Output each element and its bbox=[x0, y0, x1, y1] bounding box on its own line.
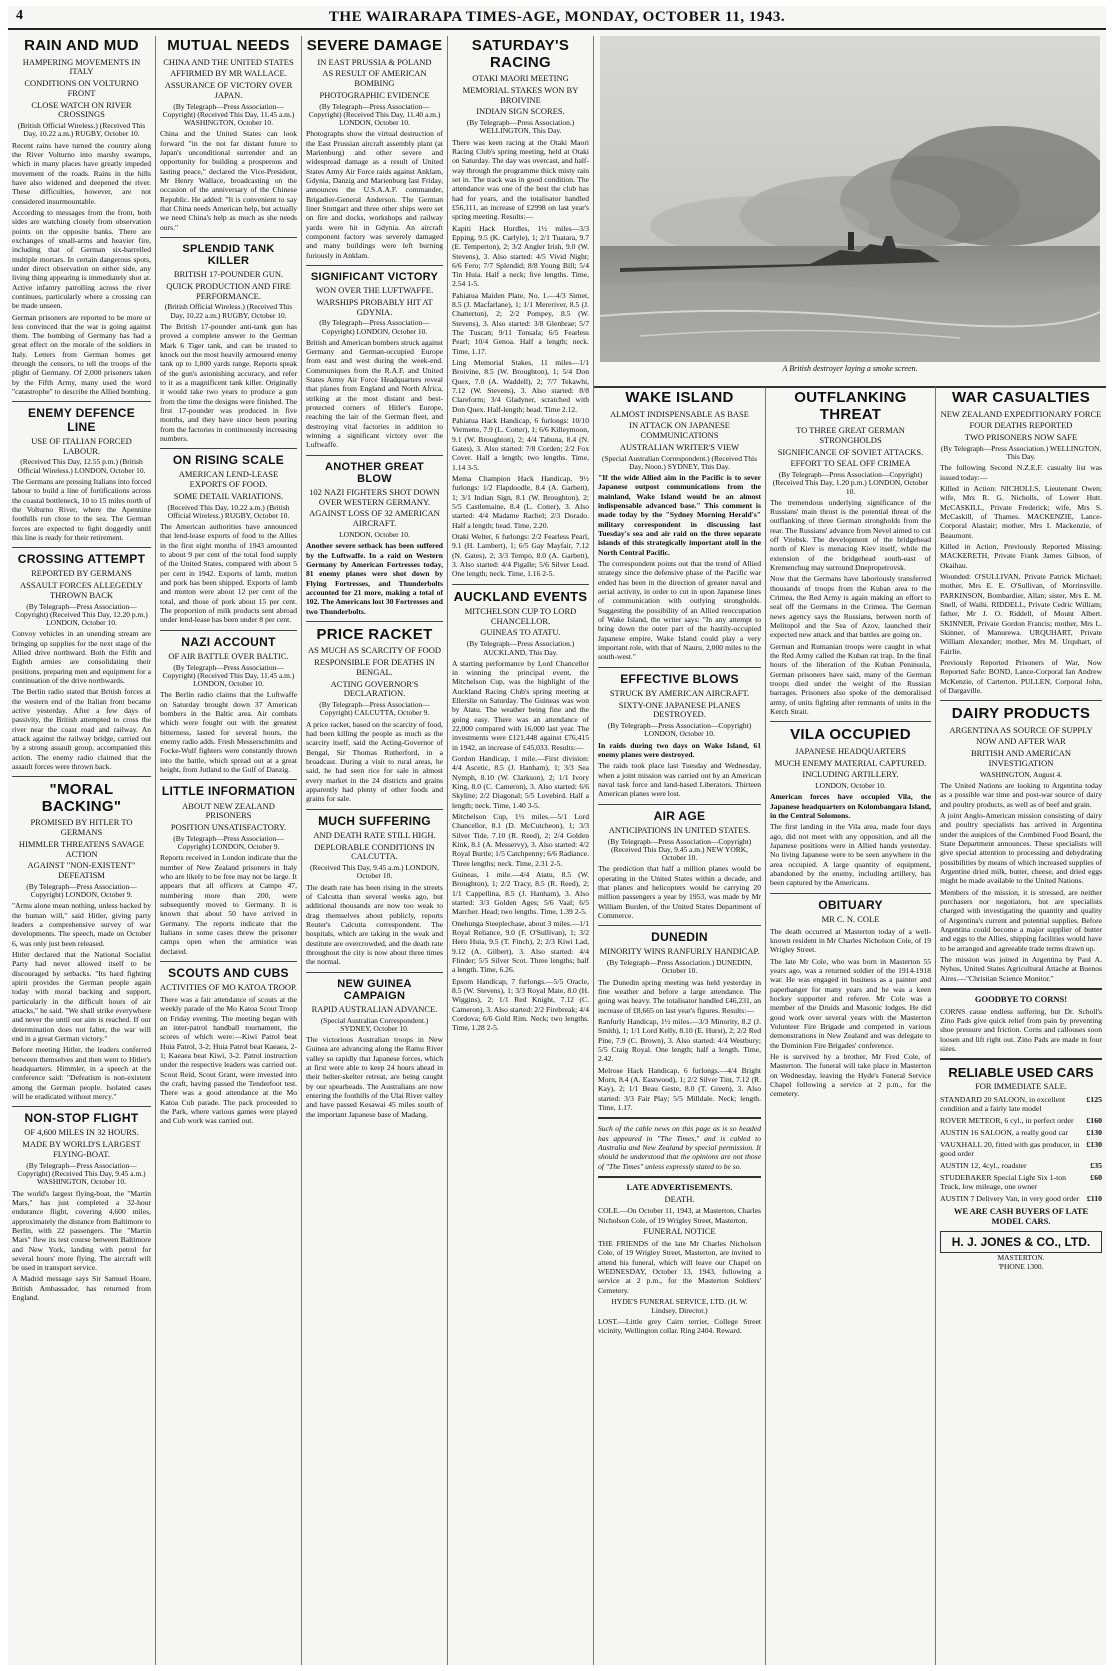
divider bbox=[12, 547, 151, 548]
dateline: (British Official Wireless.) (Received This Day, 10.22 a.m.) RUGBY, October 10. bbox=[17, 121, 146, 139]
article-text: The British 17-pounder anti-tank gun has proved a complete answer to the German Mark 6 Tiger tank, and can be trusted to knock out the most heavily armoured enemy tank up to 1,000 yards range. Reports speak of the gun's astonishing accuracy, and refer to it as a magnificent tank killer. Originally it would take two years to produce a gun from the time the designs were finished. The first 17-pounder was produced in five months, and they have since been pouring from the factories in continuously increasing numbers. bbox=[160, 321, 297, 443]
divider bbox=[306, 809, 443, 810]
headline: CROSSING ATTEMPT bbox=[17, 552, 146, 567]
subheading: SIXTY-ONE JAPANESE PLANES DESTROYED. bbox=[618, 699, 741, 720]
subheading: REPORTED BY GERMANS bbox=[31, 568, 132, 579]
divider bbox=[306, 265, 443, 266]
article-text: American forces have occupied Vila, the Japanese headquarters on Kolombangara Island, in the Central Solomons. bbox=[770, 792, 931, 821]
headline: OBITUARY bbox=[818, 897, 883, 912]
divider bbox=[306, 455, 443, 456]
divider bbox=[940, 700, 1102, 701]
article-text: "If the wide Allied aim in the Pacific is to sever Japanese outpost communications from the mainland, Wake Island would be an almost indispensable advanced base." This comment is made today by the "Sydney Morning Herald's" military correspondent in discussing last Tuesday's sea and air raid on the three separate islands of this strategically important atoll in the North Central Pacific. bbox=[598, 473, 761, 557]
column-3 bbox=[302, 36, 448, 1665]
article-text: The prediction that half a million planes would be operating in the United States within a decade, and that planes and helicopters would be carrying 20 million passengers a year by 1953, was made by Mr William Burden, of the United States Department of Commerce. bbox=[598, 864, 761, 920]
subheading: ASSAULT FORCES ALLEGEDLY THROWN BACK bbox=[20, 580, 143, 600]
article-text: Melrose Hack Handicap, 6 furlongs.—4/4 Bright Morn, 8.4 (A. Eastwood), 1; 2/2 Silver Tint, 7.12 (R. Kay), 2; 1/1 Beau Geste, 8.0 (T. Green), 3. Also started: 3/3 Fair Play; 5/5 Milldale. Neck; length. Time, 1.17. bbox=[598, 1065, 761, 1112]
article-text: Reports received in London indicate that the number of New Zealand prisoners in Italy who are likely to be free may not be large. It appears that all officers at Campo 47, numbering more than 200, were subsequently moved to Germany. It is known that about 50 have arrived in Germany. The reports indicate that the Italians in some cases threw the prisoner camps open when the armistice was declared. bbox=[160, 853, 297, 956]
article-text: There was a fair attendance of scouts at the weekly parade of the Mo Katoa Scout Troop on Friday evening. The meeting began with an inter-patrol handball tournament, the scores of which were:—Kiwi Patrol beat Huia Patrol, 3-2; Huia Patrol beat Kaeaea, 2-1; Kaeaea beat Kiwi, 3-2. Patrol instruction under the respective leaders was carried out. Scout Reid, Scout Grant, were invested into the craft, having passed the Tenderfoot test. There was a good attendance at the Mo Katoa Cub parade. The pack proceeded to the Park, where various games were played and Cub work was carried out. bbox=[160, 994, 297, 1126]
corns-ad-text: CORNS cause endless suffering, but Dr. Scholl's Zino Pads give quick relief from pain by preventing shoe pressure and friction. Corns and callouses soon loosen and lift right out. Zino Pads are made in four sizes. bbox=[940, 1006, 1102, 1053]
dateline: LONDON, October 10. bbox=[815, 781, 886, 791]
article-text: Before meeting Hitler, the leaders conferred between themselves and then went to Hitler's headquarters. Himmler, in a speech at the conference said: "Defeatism is non-existent among the German people. Isolated cases will be eradicated without mercy." bbox=[12, 1045, 151, 1101]
article-text: The raids took place last Tuesday and Wednesday, when a joint mission was carried out by an American naval task force and land-based Liberators. Thirteen American planes were lost. bbox=[598, 761, 761, 799]
article-text: "Arms alone mean nothing, unless backed by the human will," said Hitler, giving party leaders a comprehensive survey of war developments. The speech, made on October 6, was only just been released. bbox=[12, 901, 151, 948]
divider bbox=[452, 584, 589, 585]
cable-note: Such of the cable news on this page as is so headed has appeared in "The Times," and is cabled to Australia and New Zealand by special permission. It should be understood that the opinions are not those of "The Times" unless expressly stated to be so. bbox=[598, 1124, 761, 1171]
divider bbox=[160, 779, 297, 780]
dateline: WASHINGTON, August 4. bbox=[979, 769, 1063, 779]
photo-caption: A British destroyer laying a smoke screen. bbox=[782, 364, 918, 373]
car-description: AUSTIN 16 SALOON, a really good car bbox=[940, 1128, 1068, 1138]
article-text: The death rate has been rising in the streets of Calcutta than several weeks ago, but additional thousands are now too weak to drag themselves about publicly, reports Reuter's Calcutta correspondent. The hospitals, which are taking in the weak and destitute are overcrowded, and the death rate throughout the city is now about three times the normal. bbox=[306, 882, 443, 967]
subheading: STRUCK BY AMERICAN AIRCRAFT. bbox=[609, 687, 750, 698]
subheading: AS MUCH AS SCARCITY OF FOOD bbox=[307, 645, 442, 656]
car-price: £125 bbox=[1086, 1095, 1102, 1105]
article-text: Members of the mission, it is stressed, are neither purchasers nor negotiators, but are specialists charged with investigating the quantity and quality of Argentina's current and potential supplies. Before Argentina could become a major supplier of butter and eggs to the Allies, shipping facilities would have to be arranged and agreeable trade terms drawn up. bbox=[940, 887, 1102, 953]
column-6 bbox=[766, 386, 936, 1665]
headline: AIR AGE bbox=[653, 808, 706, 823]
article-text: In raids during two days on Wake Island, 61 enemy planes were destroyed. bbox=[598, 740, 761, 759]
dateline: (By Telegraph—Press Association.) DUNEDIN, October 10. bbox=[606, 958, 753, 976]
divider bbox=[12, 1106, 151, 1107]
funeral-firm: HYDE'S FUNERAL SERVICE, LTD. (H. W. Lindsey, Director.) bbox=[611, 1296, 748, 1315]
article-text: The Dunedin spring meeting was held yesterday in fine weather and before a large attendance. The going was heavy. The totalisator handled £46,231, an increase of £8,665 on last year's figures. Results:— bbox=[598, 977, 761, 1015]
subheading: TWO PRISONERS NOW SAFE bbox=[964, 432, 1078, 443]
subheading: ALMOST INDISPENSABLE AS BASE bbox=[610, 408, 749, 419]
article-text: Another severe setback has been suffered by the Luftwaffe. In a raid on Western Germany by American Fortresses today, 81 enemy planes were shot down by Flying Fortresses, and Thunderbolts accounted for 21 more, making a total of 102. The Americans lost 30 Fortresses and two Thunderbolts. bbox=[306, 541, 443, 616]
article-text: Kapiti Hack Hurdles, 1½ miles—3/3 Epping, 9.5 (K. Carlyle), 1; 2/1 Tuatara, 9.7 (E. Temperton), 2; 3/2 Angler Irish, 9.0 (W. Stevens), 3. Also started: 4/5 Vivid Night; 6/6 Fero; 7/7 Splendid; 8/8 Young Bill; 5/4 Tin Huia. Half a neck; five lengths. Time, 2.54 1-5. bbox=[452, 223, 589, 289]
article-text: German prisoners are reported to be more or less convinced that the war is going against them. The bombing of Germany has had a great effect on the morale of the soldiers in Italy. Letters from German homes get through the censors, to tell the troops of the plight of Germany. Of 2,000 prisoners taken by the Fifth Army, many used the word "catastrophe" to describe the Allied bombing. bbox=[12, 312, 151, 397]
dateline: (By Telegraph—Press Association—Copyright) (Received This Day, 12.20 p.m.) LONDON, October 10. bbox=[15, 601, 148, 628]
dateline: (Special Australian Correspondent.) SYDNEY, October 10. bbox=[320, 1015, 429, 1033]
car-listing bbox=[940, 1194, 1102, 1203]
article-text: The mission was joined in Argentina by Paul A. Nyhus, United States Agricultural Attache at Buenos Aires.—"Christian Science Monitor." bbox=[940, 954, 1102, 983]
dateline: (By Telegraph—Press Association—Copyright) LONDON, October 10. bbox=[319, 318, 430, 336]
car-price: £35 bbox=[1090, 1161, 1102, 1171]
dealer-name: H. J. JONES & CO., LTD. bbox=[940, 1231, 1102, 1253]
subheading: HIMMLER THREATENS SAVAGE ACTION bbox=[18, 838, 145, 859]
subheading: DEPLORABLE CONDITIONS IN CALCUTTA. bbox=[314, 841, 435, 862]
article-text: The world's largest flying-boat, the "Martin Mars," has just completed a 32-hour endurance flight, covering 4,600 miles, approximately the distance from Baltimore to Berlin, with 22 passengers. The "Martin Mars" flew its test course between Baltimore and New York, landing with petrol for several hours' more flying. The aircraft will be used in transport service. bbox=[12, 1188, 151, 1273]
subheading: IN ATTACK ON JAPANESE COMMUNICATIONS bbox=[629, 420, 730, 441]
death-heading: DEATH. bbox=[664, 1193, 695, 1204]
dealer-phone: 'PHONE 1300. bbox=[998, 1261, 1044, 1271]
car-description: STANDARD 20 SALOON, in excellent condition and a fairly late model bbox=[940, 1095, 1066, 1114]
subheading: WON OVER THE LUFTWAFFE. bbox=[315, 285, 434, 295]
dateline: (By Telegraph—Press Association.) WELLINGTON, This Day. bbox=[940, 443, 1102, 462]
dateline: (Received This Day, 10.22 a.m.) (British Official Wireless.) RUGBY, October 10. bbox=[167, 502, 290, 520]
subheading: AND DEATH RATE STILL HIGH. bbox=[313, 829, 436, 840]
subheading: MR C. N. COLE bbox=[821, 913, 880, 924]
subheading: AGAINST LOSS OF 32 AMERICAN AIRCRAFT. bbox=[309, 508, 440, 529]
column-4 bbox=[448, 36, 594, 1665]
subheading: SOME DETAIL VARIATIONS. bbox=[173, 490, 284, 501]
dateline: (By Telegraph—Press Association—Copyright) (Received This Day, 9.45 a.m.) WASHINGTON, October 10. bbox=[17, 1160, 146, 1187]
headline: WAR CASUALTIES bbox=[951, 389, 1091, 406]
divider bbox=[12, 776, 151, 777]
divider bbox=[770, 893, 931, 894]
article-text: The victorious Australian troops in New Guinea are advancing along the Ramu River valley so rapidly that Japanese forces, which at first were able to keep 24 hours ahead in their helter-skelter retreat, are being caught by our spearheads. The Australians are now entering the foothills of the Ulai River valley and have passed Kesawai 45 miles south of the important Japanese base of Madang. bbox=[306, 1035, 443, 1119]
subheading: OTAKI MAORI MEETING bbox=[472, 73, 569, 83]
car-description: ROVER METEOR, 6 cyl., in perfect order bbox=[940, 1116, 1074, 1126]
article-text: Now that the Germans have laboriously transferred thousands of troops from the Kuban area to the Crimea, the Red Army is again making an effort to seal off the Germans in the Crimea. The German news agency says the Russians, between north of Melitopol and the Sea of Azov, launched their expected new attack and that battles are going on. bbox=[770, 574, 931, 640]
dateline: (By Telegraph—Press Association—Copyright) (Received This Day, 11.45 a.m.) LONDON, October 10. bbox=[162, 662, 295, 689]
dateline: (Received This Day, 9.45 a.m.) LONDON, October 10. bbox=[310, 863, 439, 881]
article-text: Convoy vehicles in an unending stream are bringing up supplies for the next stage of the Allied drive northward. Both the Fifth and Eighth armies are consolidating their positions, preparing men and equipment for a continuation of the drive northwards. bbox=[12, 629, 151, 686]
ad-subheading: FOR IMMEDIATE SALE. bbox=[975, 1081, 1067, 1092]
dateline: (By Telegraph—Press Association—Copyright) CALCUTTA, October 9. bbox=[319, 700, 430, 718]
photo-image bbox=[600, 36, 1100, 362]
car-price: £130 bbox=[1086, 1128, 1102, 1138]
car-price: £130 bbox=[1086, 1140, 1102, 1150]
divider bbox=[306, 621, 443, 622]
article-text: According to messages from the front, both sides are watching closely from observation points on the opposite banks. There are exchanges of small-arms and heavier fire, including that of German six-barrelled multiple mortars. In certain dangerous spots, under direct observation on either side, any living thing appearing is immediately shot at. Active infantry patrolling across the river continues, particularly where a crossing can be made unseen. bbox=[12, 207, 151, 311]
article-text: Killed in Action, Previously Reported Missing: MACKERETH, Private Frank James Gibson, of Okaihau. bbox=[940, 541, 1102, 570]
article-text: Ranfurly Handicap, 1½ miles.—3/3 Minority, 8.2 (J. Smith), 1; 1/1 Lord Kelly, 8.10 (E. Hurst), 2; 2/2 Red Pine, 7.9 (C. Brown), 3. Also started: 4/4 Westbury; 5/5 Craig Royal. One length; half a length. Time, 2.42. bbox=[598, 1017, 761, 1064]
article-text: The correspondent points out that the trend of Allied strategy since the defensive phase of the Pacific war ended has been in the direction of greater naval and aerial activity, in order to cut in upon Japanese lines of communication with outlying strongholds. Suggesting the possibility of an Allied reoccupation of Wake Island, the writer says: "In any attempt to bring down the outer part of the hastily-occupied Japanese empire, Wake Island could play a very important role, with that of Nauru, 2,000 miles to the south-west." bbox=[598, 559, 761, 662]
columns bbox=[8, 36, 1106, 1665]
article-text: German and Rumanian troops were caught in what the Red Army called the Kuban rat trap. In the final hours of the liberation of the Kuban Peninsula, German prisoners have said, many of the German troops died under the weight of the Russian barrages. Prisoners also spoke of the demoralised army, of units fighting after remnants of units in the Kerch Strait. bbox=[770, 641, 931, 717]
article-text: Previously Reported Prisoners of War, Now Reported Safe: BOND, Lance-Corporal Ian Andrew McKenzie, of Carterton. PULLEN, Corporal John, of Dargaville. bbox=[940, 657, 1102, 695]
headline: WAKE ISLAND bbox=[625, 389, 734, 406]
headline: ON RISING SCALE bbox=[172, 453, 285, 468]
car-listing bbox=[940, 1116, 1102, 1125]
headline: DAIRY PRODUCTS bbox=[951, 705, 1091, 723]
subheading: AMERICAN LEND-LEASE EXPORTS OF FOOD. bbox=[178, 469, 279, 490]
subheading: MEMORIAL STAKES WON BY BROIVINE bbox=[462, 84, 579, 105]
subheading: CHINA AND THE UNITED STATES bbox=[163, 56, 294, 67]
dateline: (By Telegraph—Press Association—Copyright) (Received This Day, 1.20 p.m.) LONDON, October 10. bbox=[772, 470, 929, 496]
headline: LITTLE INFORMATION bbox=[161, 784, 296, 799]
car-listing bbox=[940, 1128, 1102, 1137]
subheading: RAPID AUSTRALIAN ADVANCE. bbox=[311, 1003, 438, 1014]
subheading: ASSURANCE OF VICTORY OVER JAPAN. bbox=[164, 80, 293, 100]
article-text: The Germans are pressing Italians into forced labour to build a line of fortifications across the coastal bottleneck, 10 to 15 miles north of the Volturno River, where the Apennine foothills run close to the sea. The German forces are expected to fight doggedly until this line is ready for their retirement. bbox=[12, 476, 151, 542]
late-ads-heading: LATE ADVERTISEMENTS. bbox=[626, 1181, 733, 1192]
subheading: HAMPERING MOVEMENTS IN ITALY bbox=[22, 56, 141, 77]
article-text: There was keen racing at the Otaki Maori Racing Club's spring meeting, held at Otaki on Saturday. The day was overcast, and half-way through the programme thick misty rain set in. The track was in good condition. The attendance was one of the best the club has had for years, and the totalisator handled £56,111, an increase of £2998 on last year's spring meeting. Results:— bbox=[452, 137, 589, 222]
dateline: (By Telegraph—Press Association—Copyright) (Received This Day, 11.45 a.m.) WASHINGTON, October 10. bbox=[162, 101, 295, 128]
subheading: RESPONSIBLE FOR DEATHS IN BENGAL. bbox=[314, 657, 435, 677]
article-text: Recent rains have turned the country along the River Volturno into marshy swamps, which in many places have greatly impeded movement of the roads. Rains in the hills have also widened and deepened the river. These difficulties, however, are not considered insurmountable. bbox=[12, 140, 151, 206]
article-text: He is survived by a brother, Mr Fred Cole, of Masterton. The funeral will take place in Masterton on Wednesday, leaving the Hyde's Funeral Service Chapel following a service at 2 p.m., for the cemetery. bbox=[770, 1051, 931, 1099]
headline: VILA OCCUPIED bbox=[790, 726, 911, 744]
subheading: OF 4,600 MILES IN 32 HOURS. bbox=[24, 1127, 139, 1138]
article-text: Wounded: O'SULLIVAN, Private Patrick Michael; mother, Mrs E. E. O'Sullivan, of Morrinsville. PARKINSON, Bombardier, Allan; sister, Mrs E. M. Snell, of Waihi. RIDDELL, Private Cedric William; father, Mr J. O. Riddell, of Mount Albert. SKINNER, Private Gordon Francis; mother, Mrs L. Skinner, of Manurewa. URQUHART, Private William Alexander; mother, Mrs M. Urquhart, of Fairlie. bbox=[940, 571, 1102, 656]
dateline: (Special Australian Correspondent.) (Received This Day, Noon.) SYDNEY, This Day. bbox=[601, 453, 758, 471]
used-cars-ad bbox=[940, 1065, 1102, 1270]
subheading: PHOTOGRAPHIC EVIDENCE bbox=[319, 89, 430, 100]
divider bbox=[160, 237, 297, 238]
divider bbox=[598, 804, 761, 805]
dateline: (By Telegraph—Press Association—Copyright) LONDON, October 10. bbox=[607, 721, 752, 739]
headline: NEW GUINEA CAMPAIGN bbox=[337, 977, 412, 1002]
article-text: Onehunga Steeplechase, about 3 miles.—1/1 Royal Reliance, 9.0 (F. O'Sullivan), 1; 3/2 Hero Huia, 9.5 (T. Finch), 2; 2/3 Kiwi Lad, 9.12 (A. Gilbert), 3. Also started: 4/4 Flinder; 5/5 Silver Scot. Three lengths; half a length. Time, 6.26. bbox=[452, 918, 589, 975]
article-text: Pahiatua Hack Handicap, 6 furlongs: 10/10 Vermette, 7.9 (L. Cotter), 1; 6/6 Killeymoon, 9.1 (W. Broughton), 2; 4/4 Tahuna, 8.4 (N. Gates), 3. Also started: 7/8 Corden; 2/2 Fox Cover. Half a length; two lengths. Time, 1.14 3-5. bbox=[452, 416, 589, 472]
divider bbox=[12, 401, 151, 402]
column-5 bbox=[594, 386, 766, 1665]
divider bbox=[940, 1058, 1102, 1060]
car-price: £160 bbox=[1086, 1116, 1102, 1126]
car-list bbox=[940, 1095, 1102, 1203]
cash-buyers-note: WE ARE CASH BUYERS OF LATE MODEL CARS. bbox=[953, 1206, 1089, 1226]
subheading: PROMISED BY HITLER TO GERMANS bbox=[30, 817, 133, 838]
subheading: 102 NAZI FIGHTERS SHOT DOWN OVER WESTERN GERMANY. bbox=[309, 486, 440, 507]
headline: SPLENDID TANK KILLER bbox=[182, 242, 275, 268]
subheading: BRITISH AND AMERICAN INVESTIGATION bbox=[970, 748, 1072, 768]
divider bbox=[160, 630, 297, 631]
divider bbox=[598, 1117, 761, 1119]
divider bbox=[306, 972, 443, 973]
article-text: The tremendous underlying significance of the Russians' main thrust is the potential threat of the outflanking of three German strongholds from the rear. The Russians' advance from Nevel aimed to cut off Vitebsk. The development of the bridgehead north of Kiev is menacing Kiev itself, while the extension of the bridgehead south-east of Kremenchug may surround Dnepropetrovsk. bbox=[770, 497, 931, 573]
destroyer-photo bbox=[594, 36, 1106, 382]
subheading: EFFORT TO SEAL OFF CRIMEA bbox=[790, 458, 911, 469]
subheading: CONDITIONS ON VOLTURNO FRONT bbox=[24, 78, 139, 98]
article-text: Guineas, 1 mile.—4/4 Atatu, 8.5 (W. Broughton), 1; 2/2 Tracy, 8.5 (R. Reed), 2; 1/1 Cappellina, 8.5 (J. Hanham), 3. Also started: 3/3 Golden Ages; 5/6 Vaal; 6/5 Marcher. Head; two lengths. Time, 1.39 2-5. bbox=[452, 869, 589, 917]
headline: DUNEDIN bbox=[651, 930, 708, 945]
dateline: (By Telegraph—Press Association—Copyright) (Received This Day, 11.40 a.m.) LONDON, October 10. bbox=[308, 101, 441, 128]
subheading: BRITISH 17-POUNDER GUN. bbox=[173, 269, 284, 280]
car-description: AUSTIN 7 Delivery Van, in very good order bbox=[940, 1194, 1080, 1204]
article-text: Epsom Handicap, 7 furlongs.—5/5 Oracle, 8.5 (W. Stevens), 1; 3/3 Royal Mate, 8.0 (H. Wiggins), 2; 1/1 Red Knight, 7.12 (C. Cameron), 3. Also started: 2/2 Firebreak; 4/4 Cordova; 6/6 Gold Rim. Neck; two lengths. Time, 1.28 2-5. bbox=[452, 976, 589, 1033]
dateline: (British Official Wireless.) (Received This Day, 10.22 a.m.) RUGBY, October 10. bbox=[164, 302, 293, 320]
article-text: A joint Anglo-American mission consisting of dairy and poultry specialists has arrived in Argentina under the auspices of the Combined Food Board, the State Department announces. These specialists will give special attention to processing and dehydrating possibilities by means of which increased supplies of Argentine dried milk, butter, cheese, and dried eggs might be made available to the United Nations. bbox=[940, 810, 1102, 886]
subheading: ABOUT NEW ZEALAND PRISONERS bbox=[182, 800, 275, 821]
divider bbox=[770, 721, 931, 722]
subheading: NOW AND AFTER WAR bbox=[976, 736, 1066, 747]
article-text: The death occurred at Masterton today of a well-known resident in Mr Charles Nicholson Cole, of 19 Wrigley Street. bbox=[770, 926, 931, 955]
subheading: MUCH ENEMY MATERIAL CAPTURED. bbox=[774, 757, 927, 768]
death-notice: COLE.—On October 11, 1943, at Masterton, Charles Nicholson Cole, of 19 Wrigley Street, Masterton. bbox=[598, 1206, 761, 1225]
column-1 bbox=[8, 36, 156, 1665]
headline: RAIN AND MUD bbox=[24, 37, 139, 54]
article-text: A price racket, based on the scarcity of food, had been killing the people as much as the scarcity itself, said the Acting-Governor of Bengal, Sir Thomas Rutherford, in a broadcast. During a visit to rural areas, he said, he had seen rice for sale in almost every market in the 24 districts and grains apparently had plenty of other foods and grains for sale. bbox=[306, 719, 443, 804]
subheading: QUICK PRODUCTION AND FIRE PERFORMANCE. bbox=[166, 280, 291, 301]
article-text: Mema Champion Hack Handicap, 9½ furlongs: 1/2 Flapdoodle, 8.4 (A. Garbett), 1; 3/1 Indian Sign, 8.1 (W. Broughton), 2; 5/5 Castlemaine, 8.4 (L. Cotter), 3. Also started: 4/4 Madame Rachel; 2/3 Dorado. Half a length; head. Time, 2.20. bbox=[452, 474, 589, 530]
column-2 bbox=[156, 36, 302, 1665]
dealer-town: MASTERTON. bbox=[997, 1252, 1045, 1262]
article-text: China and the United States can look forward "in the not far distant future to Japan's unconditional surrender and an opportunity for building a prosperous and lasting peace," declared the Vice-President, Mr Henry Wallace, broadcasting on the occasion of the anniversary of the Chinese Republic. He added: "It is convenient to say that China needs American help, but actually we need China's help as much as she needs ours." bbox=[160, 129, 297, 232]
subheading: AGAINST "NON-EXISTENT" DEFEATISM bbox=[27, 860, 136, 881]
subheading: MITCHELSON CUP TO LORD CHANCELLOR. bbox=[464, 605, 577, 626]
article-text: The Berlin radio stated that British forces at the western end of the Italian front became active yesterday. After a few days of passivity, the British attempted to cross the river near the coast road and railway. An attack against the railway bridge, carried out by a strong assault group, accompanied this action. The enemy radio claimed that the assault forces were thrown back. bbox=[12, 687, 151, 771]
subheading: NEW ZEALAND EXPEDITIONARY FORCE bbox=[940, 408, 1102, 419]
dateline: (By Telegraph—Press Association—Copyright) (Received This Day, 9.45 a.m.) NEW YORK, October 10. bbox=[607, 836, 752, 863]
subheading: ACTIVITIES OF MO KATOA TROOP. bbox=[160, 982, 297, 993]
article-text: The following Second N.Z.E.F. casualty list was issued today:— bbox=[940, 463, 1102, 482]
headline: SATURDAY'S RACING bbox=[471, 37, 570, 71]
article-text: Photographs show the virtual destruction of the East Prussian aircraft assembly plant (at Marienburg) and other severe and widespread damage as a result of United States Army Air Force raids against Anklam, Gdynia, Danzig and Marienburg last Friday, announces the U.S.A.A.F. commander, Brigadier-General Anderson. The German liner Stuttgart and three other ships were set on fire and docks, workshops and railway yards were hit in Gdynia. An aircraft component factory was severely damaged and many buildings were left burning furiously in Anklam. bbox=[306, 129, 443, 260]
subheading: USE OF ITALIAN FORCED LABOUR. bbox=[31, 435, 132, 456]
headline: ENEMY DEFENCE LINE bbox=[27, 406, 136, 434]
subheading: OF AIR BATTLE OVER BALTIC. bbox=[168, 650, 289, 661]
subheading: MADE BY WORLD'S LARGEST FLYING-BOAT. bbox=[22, 1139, 141, 1160]
funeral-notice: THE FRIENDS of the late Mr Charles Nicholson Cole, of 19 Wrigley Street, Masterton, are invited to attend his funeral, which will leave our Chapel on WEDNESDAY, October 13, 1943, following a service at 2 p.m., for the Masterton Soldiers' Cemetery. bbox=[598, 1238, 761, 1295]
car-listing bbox=[940, 1140, 1102, 1158]
article-text: Otaki Welter, 6 furlongs: 2/2 Fearless Pearl, 9.1 (H. Lambert), 1; 6/5 Gay Mayfair, 7.12 (N. Gates), 2; 3/3 Tempo, 8.0 (A. Garbett), 3. Also started: 4/4 Pigalle; 5/6 Silver Lead. One length; neck. Time, 1.16 2-5. bbox=[452, 532, 589, 579]
dateline: (By Telegraph—Press Association.) WELLINGTON, This Day. bbox=[466, 118, 575, 136]
article-text: The late Mr Cole, who was born in Masterton 55 years ago, was a returned soldier of the 1914-1918 war. He was engaged in business as a painter and paperhanger for many years and he was a keen hockey supporter and referee. Mr Cole was a member of the Druids and Masonic lodges. He did good work over several years with the Masterton Volunteer Fire Brigade and competed in various demonstrations in New Zealand and was delegate to the Dominion Fire Brigades' conference. bbox=[770, 956, 931, 1050]
headline: AUCKLAND EVENTS bbox=[453, 588, 588, 604]
article-text: Mitchelson Cup, 1½ miles.—5/1 Lord Chancellor, 8.1 (D. McCutcheon), 1; 3/3 Silver Tide, 7.10 (R. Reed), 2; 2/4 Golden Kink, 8.1 (A. Messervy), 3. Also started: 4/2 Royal Burtle; 1/5 Catchpenny; 6/6 Radiance. Three lengths; neck. Time, 2.31 2-5. bbox=[452, 812, 589, 868]
headline: NAZI ACCOUNT bbox=[181, 634, 276, 649]
dateline: (Received This Day, 12.55 p.m.) (British Official Wireless.) LONDON, October 10. bbox=[17, 457, 146, 475]
article-text: A starting performance by Lord Chancellor in winning the principal event, the Mitchelson Cup, was the highlight of the Auckland Racing Club's spring meeting at Ellerslie on Saturday. The Guineas was won by Atatu. The weather being fine and the going easy. There was an attendance of 22,000 compared with 16,000 last year. The investments were £121,448 against £76,415 in 1942, an increase of £45,033. Results:— bbox=[452, 658, 589, 752]
headline: PRICE RACKET bbox=[316, 625, 433, 643]
article-text: Hitler declared that the National Socialist Party had never allowed itself to be discouraged by setbacks. "Its hard fighting spirit provides the German people again today with moral backing and support, particularly in the difficult hours of air attacks," he said. "We shall strike everywhere and never the until our aim is reached. If our determination does not falter, the war will end in a great German victory." bbox=[12, 950, 151, 1043]
subheading: IN EAST PRUSSIA & POLAND bbox=[317, 56, 432, 67]
subheading: CLOSE WATCH ON RIVER CROSSINGS bbox=[31, 99, 132, 120]
subheading: AUSTRALIAN WRITER'S VIEW bbox=[619, 441, 740, 452]
corns-ad-heading: GOODBYE TO CORNS! bbox=[974, 993, 1068, 1004]
car-description: VAUXHALL 20, fitted with gas producer, in good order bbox=[940, 1140, 1080, 1159]
headline: MUTUAL NEEDS bbox=[167, 37, 290, 54]
car-listing bbox=[940, 1095, 1102, 1113]
headline: OUTFLANKING THREAT bbox=[794, 389, 907, 423]
subheading: INCLUDING ARTILLERY. bbox=[802, 769, 899, 780]
article-text: Killed in Action: NICHOLLS, Lieutenant Owen; wife, Mrs R. G. Nicholls, of Lower Hutt. McCASKILL, Private Frederick; wife, Mrs S. McCaskill, of Thames. MACKENZIE, Lance-Corporal Alastair; mother, Mrs I. Mackenzie, of Beaumont. bbox=[940, 483, 1102, 540]
article-text: Gordon Handicap, 1 mile.—First division: 4/4 Ascetic, 8.5 (J. Hanham), 1; 3/3 Sea Nymph, 8.10 (W. Clarkson), 2; 1/1 Ivory King, 8.0 (C. Cameron), 3. Also started: 6/6 Skyline; 2/2 Diagonal; 5/5 Lovebird. Half a length; neck. Time, 1.40 3-5. bbox=[452, 754, 589, 810]
newspaper-page bbox=[8, 6, 1106, 1665]
article-text: British and American bombers struck against Germany and German-occupied Europe from east and west during the week-end. Communiques from the R.A.F. and United States Army Air Force Headquarters reveal that planes from England and North Africa, striking at the most distant and best-protected corners of Hitler's Europe, reaching the lair of the German fleet, and destroying vital factories in addition to winning a significant victory over the Luftwaffe. bbox=[306, 337, 443, 450]
funeral-heading: FUNERAL NOTICE bbox=[643, 1226, 716, 1237]
divider bbox=[160, 448, 297, 449]
subheading: WARSHIPS PROBABLY HIT AT GDYNIA. bbox=[316, 296, 433, 317]
subheading: ANTICIPATIONS IN UNITED STATES. bbox=[608, 824, 751, 835]
article-text: Pahiatua Maiden Plate, No. 1.—4/3 Sirnet, 8.5 (J. Macfarlane), 1; 1/1 Mereriver, 8.5 (J. Chatterton), 2; 2/2 Pompey, 8.5 (W. Stevens), 3. Also started: 3/8 Glenbrae; 5/7 The Tuscan; 9/11 Tonsala; 6/5 Fearless Pearl; 10/4 Genoa. Half a length; neck. Time, 1.17. bbox=[452, 290, 589, 356]
subheading: INDIAN SIGN SCORES. bbox=[476, 106, 565, 117]
subheading: ACTING GOVERNOR'S DECLARATION. bbox=[330, 678, 419, 699]
masthead bbox=[8, 6, 1106, 30]
column-7 bbox=[936, 386, 1106, 1665]
article-text: The first landing in the Vila area, made four days ago, did not meet with any opposition, and all the Japanese positions were in Allied hands yesterday. No living Japanese were to be seen anywhere in the area occupied. A large quantity of equipment, abandoned by the enemy, including artillery, has been captured by the Americans. bbox=[770, 822, 931, 888]
car-listing bbox=[940, 1161, 1102, 1170]
headline: "MORAL BACKING" bbox=[41, 781, 122, 815]
subheading: JAPANESE HEADQUARTERS bbox=[795, 745, 906, 756]
car-description: STUDEBAKER Special Light Six 1-ton Truck, low mileage, one owner bbox=[940, 1173, 1067, 1192]
headline: SIGNIFICANT VICTORY bbox=[310, 270, 439, 283]
subheading: MINORITY WINS RANFURLY HANDICAP. bbox=[599, 946, 760, 957]
subheading: FOUR DEATHS REPORTED bbox=[969, 420, 1073, 431]
headline: ANOTHER GREAT BLOW bbox=[324, 460, 425, 485]
headline: MUCH SUFFERING bbox=[318, 813, 431, 828]
car-listing bbox=[940, 1173, 1102, 1191]
dateline: (By Telegraph—Press Association.) AUCKLAND, This Day. bbox=[466, 639, 575, 657]
car-description: AUSTIN 12, 4cyl., roadster bbox=[940, 1161, 1027, 1171]
dateline: (By Telegraph—Press Association—Copyright) LONDON, October 9. bbox=[173, 833, 284, 852]
car-price: £60 bbox=[1090, 1173, 1102, 1183]
divider bbox=[940, 988, 1102, 990]
headline: SCOUTS AND CUBS bbox=[168, 966, 289, 981]
divider bbox=[598, 925, 761, 926]
subheading: POSITION UNSATISFACTORY. bbox=[170, 822, 287, 833]
headline: EFFECTIVE BLOWS bbox=[620, 671, 739, 686]
article-text: The American authorities have announced that lend-lease exports of food to the Allies in the first eight months of 1943 amounted to about 9 per cent of the total food supply of the United States, compared with about 5 per cent in 1942. Exports of lamb, mutton and pork has been shipped. Exports of lamb and mutton were about 12 per cent of the total, and those of pork about 15 per cent. The proportion of milk products sent abroad under lend-lease has been under 8 per cent. bbox=[160, 522, 297, 625]
subheading: AS RESULT OF AMERICAN BOMBING bbox=[322, 68, 427, 89]
divider bbox=[598, 667, 761, 668]
article-text: The Berlin radio claims that the Luftwaffe on Saturday brought down 37 American bombers in the Baltic area. Air combats which were fought out with the greatest bitterness, lasted for several hours, the enemy radio adds. Fresh Messerschmitts and Focke-Wulf fighters were constantly thrown into the battle, which spread out at a great height, from Jutland to the Gulf of Danzig. bbox=[160, 690, 297, 775]
subheading: GUINEAS TO ATATU. bbox=[480, 627, 561, 638]
newspaper-title: THE WAIRARAPA TIMES-AGE, MONDAY, OCTOBER 11, 1943. bbox=[328, 8, 786, 25]
divider bbox=[160, 961, 297, 962]
subheading: TO THREE GREAT GERMAN STRONGHOLDS bbox=[796, 425, 905, 445]
page-number: 4 bbox=[16, 8, 23, 23]
subheading: ARGENTINA AS SOURCE OF SUPPLY bbox=[949, 724, 1093, 735]
article-text: Ling Memorial Stakes, 11 miles—1/1 Broivine, 8.5 (W. Broughton), 1; 5/4 Don Quex, 7.0 (A. Waddell), 2; 7/7 Tekawhi, 7.12 (W. Stevens), 3. Also started: 8/8 Clareform; 3/4 Gladyner, scratched with Don Quex. Half-length; head. Time 2.12. bbox=[452, 358, 589, 414]
divider bbox=[598, 1176, 761, 1178]
lost-notice: LOST.—Little grey Cairn terrier, College Street vicinity, Wellington collar. Ring 2404. Reward. bbox=[598, 1316, 761, 1336]
headline: NON-STOP FLIGHT bbox=[24, 1111, 139, 1126]
subheading: SIGNIFICANCE OF SOVIET ATTACKS. bbox=[777, 446, 924, 457]
car-price: £110 bbox=[1086, 1194, 1102, 1204]
headline: SEVERE DAMAGE bbox=[306, 37, 443, 54]
ad-heading: RELIABLE USED CARS bbox=[948, 1065, 1094, 1081]
dateline: LONDON, October 10. bbox=[339, 529, 410, 539]
article-text: A Madrid message says Sir Samuel Hoare, British Ambassador, has returned from England. bbox=[12, 1274, 151, 1303]
dateline: (By Telegraph—Press Association—Copyright) LONDON, October 9. bbox=[26, 881, 137, 900]
subheading: AFFIRMED BY MR WALLACE. bbox=[170, 68, 287, 79]
article-text: The United Nations are looking to Argentina today as a possible war time and post-war source of dairy and poultry products, as well as of beef and grain. bbox=[940, 780, 1102, 809]
